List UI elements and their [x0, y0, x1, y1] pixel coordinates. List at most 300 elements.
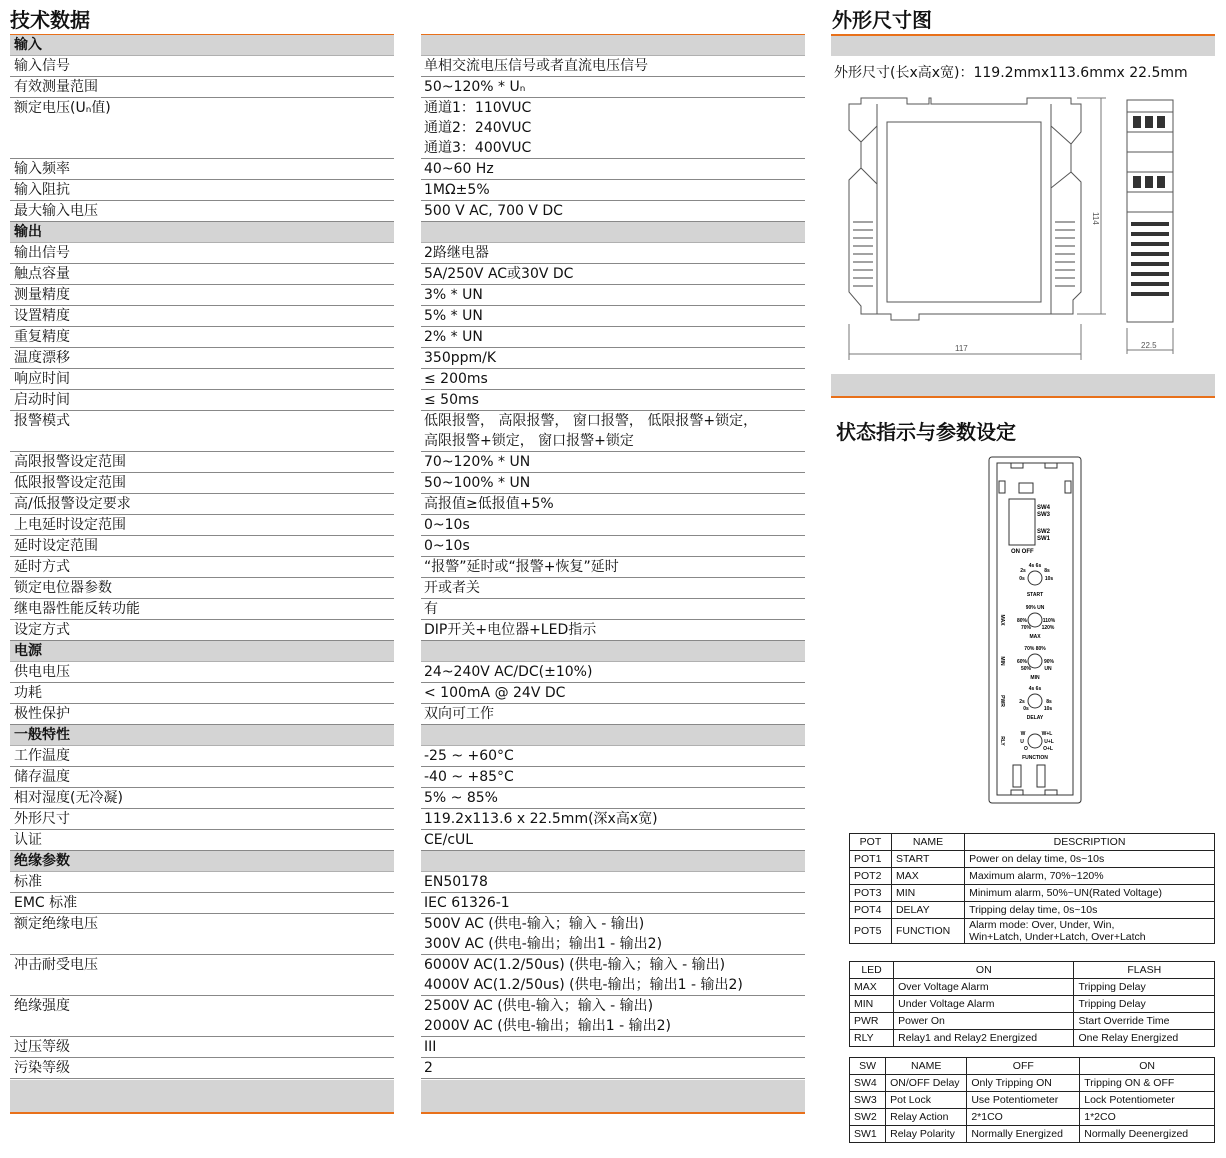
spec-value [424, 662, 805, 682]
front-panel-drawing [985, 455, 1085, 807]
pot-tr-label: 8s [1044, 568, 1050, 574]
spec-value [424, 872, 805, 892]
table-row [850, 1092, 1215, 1109]
pot-left-label: 2s [1019, 699, 1025, 705]
spec-value-line: 300V AC (供电-输出；输出1 - 输出2) [424, 936, 663, 952]
spec-value-line: < 100mA @ 24V DC [424, 685, 566, 701]
spec-value-line: ≤ 50ms [424, 392, 479, 408]
table-row [850, 979, 1215, 996]
table-cell: MIN [891, 885, 964, 902]
spec-label: 工作温度 [14, 748, 70, 764]
spec-section-title: 电源 [14, 643, 42, 659]
table-cell: Normally Deenergized [1080, 1126, 1215, 1143]
table-row [850, 996, 1215, 1013]
spec-label: EMC 标准 [14, 895, 78, 911]
table-cell-line: Alarm mode: Over, Under, Win, [969, 919, 1115, 931]
spec-value-line: 50~100% * UN [424, 475, 531, 491]
table-row [850, 868, 1215, 885]
spec-value [424, 788, 805, 808]
spec-value [424, 306, 805, 326]
table-cell: ON/OFF Delay [886, 1075, 967, 1092]
spec-value-line: 40~60 Hz [424, 161, 494, 177]
front-view-outline [849, 98, 1081, 320]
sw-table [849, 1057, 1215, 1143]
spec-value [424, 914, 805, 954]
spec-row [10, 599, 805, 620]
spec-value-line: 6000V AC(1.2/50us) (供电-输入；输入 - 输出) [424, 957, 726, 973]
dims-caption: 外形尺寸(长x高x宽)：119.2mmx113.6mmx 22.5mm [834, 65, 1188, 81]
spec-label: 继电器性能反转功能 [14, 601, 140, 617]
spec-value [424, 348, 805, 368]
table-header-cell: ON [1080, 1058, 1215, 1075]
pot-br-label: O+L [1043, 746, 1053, 752]
spec-row [10, 809, 805, 830]
spec-value-line: 高限报警+锁定， 窗口报警+锁定 [424, 433, 634, 449]
pot-top-label: 4s 6s [1028, 686, 1042, 692]
spec-row [10, 872, 805, 893]
spec-value [424, 180, 805, 200]
pot-br-label: UN [1044, 666, 1052, 672]
spec-value [424, 369, 805, 389]
table-cell: Relay1 and Relay2 Energized [894, 1030, 1074, 1047]
spec-value [424, 390, 805, 410]
dims-header-bar [831, 36, 1215, 56]
spec-value-line: -25 ~ +60°C [424, 748, 514, 764]
spec-value [424, 77, 805, 97]
table-cell: POT5 [850, 919, 892, 944]
spec-label: 有效测量范围 [14, 79, 98, 95]
spec-value-line: 0~10s [424, 538, 470, 554]
dim-height-label: 114 [1091, 212, 1100, 225]
spec-row [10, 996, 805, 1037]
spec-value [424, 56, 805, 76]
spec-value [424, 955, 805, 995]
table-cell: Relay Action [886, 1109, 967, 1126]
table-cell: Pot Lock [886, 1092, 967, 1109]
spec-value [424, 201, 805, 221]
spec-row [10, 788, 805, 809]
spec-value [424, 830, 805, 850]
pot-name-label: MAX [1029, 634, 1041, 640]
spec-value-line: 2 [424, 1060, 433, 1076]
spec-value [424, 98, 805, 158]
spec-value [424, 515, 805, 535]
table-cell: POT1 [850, 851, 892, 868]
pot-side-led-label: PWR [999, 695, 1005, 707]
table-cell: MAX [891, 868, 964, 885]
spec-label: 相对湿度(无冷凝) [14, 790, 123, 806]
spec-section-title: 输出 [14, 224, 42, 240]
spec-row [10, 411, 805, 452]
spec-value-line: 通道1：110VUC [424, 100, 532, 116]
spec-label: 设置精度 [14, 308, 70, 324]
panel-sw4: SW4 [1037, 505, 1051, 511]
spec-label: 额定电压(Uₙ值) [14, 100, 111, 116]
pot-tl-label: 2s [1020, 568, 1026, 574]
spec-label: 污染等级 [14, 1060, 70, 1076]
spec-row [10, 348, 805, 369]
table-cell: SW3 [850, 1092, 886, 1109]
table-cell: Power on delay time, 0s~10s [965, 851, 1215, 868]
spec-label: 标准 [14, 874, 42, 890]
spec-value [424, 704, 805, 724]
spec-value-line: “报警”延时或“报警+恢复”延时 [424, 559, 619, 575]
spec-label: 报警模式 [14, 413, 70, 429]
spec-value-line: 2路继电器 [424, 245, 489, 261]
spec-section-header [10, 222, 805, 243]
pot-table [849, 833, 1215, 944]
spec-value [424, 494, 805, 514]
table-cell: Tripping delay time, 0s~10s [965, 902, 1215, 919]
spec-label: 延时设定范围 [14, 538, 98, 554]
spec-row [10, 683, 805, 704]
spec-row [10, 914, 805, 955]
spec-label: 设定方式 [14, 622, 70, 638]
pot-bl-label: O [1024, 746, 1028, 752]
spec-label: 输入阻抗 [14, 182, 70, 198]
spec-value [424, 327, 805, 347]
spec-value [424, 578, 805, 598]
spec-value-line: 4000V AC(1.2/50us) (供电-输出；输出1 - 输出2) [424, 977, 743, 993]
pot-top-label: 90% UN [1025, 605, 1045, 611]
pot-left-label: 80% [1016, 618, 1028, 624]
spec-row [10, 830, 805, 851]
spec-row [10, 98, 805, 159]
spec-label: 极性保护 [14, 706, 70, 722]
spec-label: 认证 [14, 832, 42, 848]
table-header-cell: FLASH [1074, 962, 1215, 979]
spec-label: 绝缘强度 [14, 998, 70, 1014]
spec-value-line: 2% * UN [424, 329, 483, 345]
spec-row [10, 620, 805, 641]
spec-value-line: 通道2：240VUC [424, 120, 532, 136]
spec-row [10, 452, 805, 473]
spec-value [424, 264, 805, 284]
table-cell: Under Voltage Alarm [894, 996, 1074, 1013]
pot-br-label: 10s [1043, 706, 1053, 712]
spec-row [10, 893, 805, 914]
table-cell: Lock Potentiometer [1080, 1092, 1215, 1109]
pot-tl-label: W [1020, 731, 1026, 737]
pot-top-label: 4s 6s [1028, 563, 1042, 569]
spec-label: 输入信号 [14, 58, 70, 74]
spec-row [10, 578, 805, 599]
spec-value-line: 开或者关 [424, 580, 480, 596]
dimension-drawing [831, 92, 1215, 370]
spec-end-bar-left [10, 1080, 394, 1112]
spec-label: 外形尺寸 [14, 811, 70, 827]
table-row [850, 1013, 1215, 1030]
spec-value [424, 411, 805, 451]
table-header-cell: NAME [891, 834, 964, 851]
spec-row [10, 264, 805, 285]
spec-value-line: 500V AC (供电-输入；输入 - 输出) [424, 916, 645, 932]
table-cell: POT2 [850, 868, 892, 885]
table-cell: Normally Energized [967, 1126, 1080, 1143]
pot-br-label: 120% [1041, 625, 1055, 631]
spec-value-line: 2500V AC (供电-输入；输入 - 输出) [424, 998, 654, 1014]
spec-value-line: 通道3：400VUC [424, 140, 532, 156]
table-row [850, 1075, 1215, 1092]
spec-value-line: 低限报警， 高限报警， 窗口报警， 低限报警+锁定， [424, 413, 758, 429]
spec-value [424, 746, 805, 766]
spec-value [424, 767, 805, 787]
led-table [849, 961, 1215, 1047]
table-cell: Tripping Delay [1074, 996, 1215, 1013]
table-row [850, 1109, 1215, 1126]
spec-label: 测量精度 [14, 287, 70, 303]
table-cell: FUNCTION [891, 919, 964, 944]
table-cell: Tripping ON & OFF [1080, 1075, 1215, 1092]
pot-name-label: DELAY [1026, 715, 1044, 721]
spec-label: 延时方式 [14, 559, 70, 575]
spec-value-line: 5% * UN [424, 308, 483, 324]
table-cell: 2*1CO [967, 1109, 1080, 1126]
spec-section-header [10, 725, 805, 746]
spec-value-line: 350ppm/K [424, 350, 497, 366]
spec-label: 温度漂移 [14, 350, 70, 366]
table-cell: MAX [850, 979, 894, 996]
spec-value-line: 单相交流电压信号或者直流电压信号 [424, 58, 648, 74]
spec-label: 功耗 [14, 685, 42, 701]
table-cell [965, 919, 1215, 944]
spec-value-line: -40 ~ +85°C [424, 769, 514, 785]
pot-right-label: 10s [1044, 576, 1054, 582]
table-cell: Use Potentiometer [967, 1092, 1080, 1109]
table-cell: PWR [850, 1013, 894, 1030]
spec-value-line: 5A/250V AC或30V DC [424, 266, 574, 282]
pot-name-label: FUNCTION [1022, 755, 1048, 761]
spec-table [10, 35, 805, 1079]
spec-value [424, 285, 805, 305]
spec-value-line: 0~10s [424, 517, 470, 533]
spec-end-bar-right [421, 1080, 805, 1112]
spec-value-line: 高报值≥低报值+5% [424, 496, 554, 512]
table-header-cell: POT [850, 834, 892, 851]
pot-right-label: U+L [1044, 739, 1054, 745]
spec-value-line: 5% ~ 85% [424, 790, 498, 806]
dims-end-bar [831, 374, 1215, 396]
pot-name-label: START [1026, 592, 1044, 598]
spec-value [424, 473, 805, 493]
spec-value [424, 996, 805, 1036]
pot-left-label: 0s [1019, 576, 1025, 582]
spec-row [10, 557, 805, 578]
table-cell: POT4 [850, 902, 892, 919]
table-cell: SW4 [850, 1075, 886, 1092]
table-cell: POT3 [850, 885, 892, 902]
potentiometer-knob[interactable] [1028, 694, 1042, 708]
spec-section-title: 绝缘参数 [14, 853, 70, 869]
spec-section-title: 输入 [14, 37, 42, 53]
spec-title: 技术数据 [10, 8, 90, 32]
table-cell-line: Win+Latch, Under+Latch, Over+Latch [969, 931, 1146, 943]
table-cell: Minimum alarm, 50%~UN(Rated Voltage) [965, 885, 1215, 902]
spec-value-line: DIP开关+电位器+LED指示 [424, 622, 597, 638]
spec-row [10, 390, 805, 411]
table-row [850, 1126, 1215, 1143]
spec-row [10, 473, 805, 494]
table-cell: One Relay Energized [1074, 1030, 1215, 1047]
pot-top-label: 70% 80% [1024, 646, 1046, 652]
spec-section-header [10, 851, 805, 872]
pot-side-led-label: MIN [999, 656, 1005, 666]
pot-left-label: 60% [1016, 659, 1028, 665]
table-cell: SW2 [850, 1109, 886, 1126]
table-cell: START [891, 851, 964, 868]
spec-row [10, 536, 805, 557]
spec-value-line: 有 [424, 601, 438, 617]
spec-row [10, 77, 805, 98]
pot-left-label: U [1020, 739, 1024, 745]
spec-row [10, 1037, 805, 1058]
spec-row [10, 955, 805, 996]
pot-side-led-label: RLY [999, 736, 1005, 746]
pot-side-led-label: MAX [999, 614, 1005, 626]
table-cell: DELAY [891, 902, 964, 919]
spec-label: 输出信号 [14, 245, 70, 261]
pot-right-label: 110% [1042, 618, 1056, 624]
spec-label: 锁定电位器参数 [14, 580, 112, 596]
spec-label: 高/低报警设定要求 [14, 496, 131, 512]
table-cell: Over Voltage Alarm [894, 979, 1074, 996]
spec-section-title: 一般特性 [14, 727, 70, 743]
spec-value-line: EN50178 [424, 874, 488, 890]
table-header-cell: LED [850, 962, 894, 979]
spec-row [10, 515, 805, 536]
spec-row [10, 159, 805, 180]
spec-row [10, 1058, 805, 1079]
spec-label: 重复精度 [14, 329, 70, 345]
spec-label: 额定绝缘电压 [14, 916, 98, 932]
table-cell: MIN [850, 996, 894, 1013]
spec-value-line: 24~240V AC/DC(±10%) [424, 664, 593, 680]
table-header-cell: NAME [886, 1058, 967, 1075]
potentiometer-knob[interactable] [1028, 734, 1042, 748]
table-header-row [850, 1058, 1215, 1075]
pot-group [999, 563, 1056, 761]
table-row [850, 919, 1215, 944]
table-header-cell: DESCRIPTION [965, 834, 1215, 851]
spec-value-line: 3% * UN [424, 287, 483, 303]
table-cell: Tripping Delay [1074, 979, 1215, 996]
spec-end-line-left [10, 1112, 394, 1114]
spec-section-header [10, 641, 805, 662]
spec-value-line: 双向可工作 [424, 706, 494, 722]
spec-value-line: CE/cUL [424, 832, 474, 848]
table-row [850, 851, 1215, 868]
spec-row [10, 746, 805, 767]
table-header-cell: ON [894, 962, 1074, 979]
table-cell: SW1 [850, 1126, 886, 1143]
spec-row [10, 306, 805, 327]
spec-row [10, 662, 805, 683]
potentiometer-knob[interactable] [1028, 571, 1042, 585]
spec-row [10, 767, 805, 788]
pot-bl-label: 70% [1020, 625, 1032, 631]
spec-row [10, 494, 805, 515]
table-row [850, 902, 1215, 919]
panel-sw2: SW2 [1037, 529, 1051, 535]
panel-sw1: SW1 [1037, 536, 1051, 542]
spec-value [424, 159, 805, 179]
panel-sw3: SW3 [1037, 512, 1051, 518]
spec-value-line: 1MΩ±5% [424, 182, 490, 198]
status-title: 状态指示与参数设定 [836, 420, 1016, 444]
pot-right-label: 90% [1043, 659, 1055, 665]
table-header-row [850, 962, 1215, 979]
table-cell: 1*2CO [1080, 1109, 1215, 1126]
spec-end-line-right [421, 1112, 805, 1114]
spec-value-line: ≤ 200ms [424, 371, 488, 387]
table-cell: Start Override Time [1074, 1013, 1215, 1030]
dims-end-line [831, 396, 1215, 398]
pot-right-label: 8s [1046, 699, 1052, 705]
spec-value-line: 50~120% * Uₙ [424, 79, 526, 95]
spec-row [10, 243, 805, 264]
spec-value [424, 809, 805, 829]
spec-value [424, 536, 805, 556]
spec-value [424, 243, 805, 263]
spec-value [424, 1037, 805, 1057]
pot-tr-label: W+L [1041, 731, 1053, 737]
spec-label: 启动时间 [14, 392, 70, 408]
spec-value [424, 1058, 805, 1078]
spec-row [10, 201, 805, 222]
spec-row [10, 704, 805, 725]
dims-title: 外形尺寸图 [832, 8, 932, 32]
spec-label: 触点容量 [14, 266, 70, 282]
spec-label: 低限报警设定范围 [14, 475, 126, 491]
spec-value-line: 119.2x113.6 x 22.5mm(深x高x宽) [424, 811, 658, 827]
table-header-cell: OFF [967, 1058, 1080, 1075]
table-header-cell: SW [850, 1058, 886, 1075]
spec-label: 响应时间 [14, 371, 70, 387]
table-header-row [850, 834, 1215, 851]
spec-value-line: 2000V AC (供电-输出；输出1 - 输出2) [424, 1018, 671, 1034]
spec-label: 储存温度 [14, 769, 70, 785]
spec-value-line: 500 V AC, 700 V DC [424, 203, 563, 219]
spec-row [10, 327, 805, 348]
spec-value-line: 70~120% * UN [424, 454, 531, 470]
spec-value-line: IEC 61326-1 [424, 895, 510, 911]
spec-row [10, 285, 805, 306]
dim-side-label: 22.5 [1141, 341, 1157, 350]
spec-label: 上电延时设定范围 [14, 517, 126, 533]
spec-value [424, 557, 805, 577]
panel-onoff: ON OFF [1011, 549, 1034, 555]
pot-bl-label: 0s [1023, 706, 1029, 712]
spec-section-header [10, 35, 805, 56]
table-cell: Power On [894, 1013, 1074, 1030]
spec-value-line: III [424, 1039, 437, 1055]
spec-row [10, 180, 805, 201]
table-row [850, 885, 1215, 902]
spec-value [424, 452, 805, 472]
spec-value [424, 893, 805, 913]
side-view-outline [1127, 100, 1173, 322]
spec-label: 输入频率 [14, 161, 70, 177]
table-cell: Relay Polarity [886, 1126, 967, 1143]
table-cell: RLY [850, 1030, 894, 1047]
table-cell: Only Tripping ON [967, 1075, 1080, 1092]
table-cell: Maximum alarm, 70%~120% [965, 868, 1215, 885]
spec-row [10, 369, 805, 390]
spec-label: 过压等级 [14, 1039, 70, 1055]
pot-bl-label: 50% [1020, 666, 1032, 672]
spec-row [10, 56, 805, 77]
spec-value [424, 683, 805, 703]
